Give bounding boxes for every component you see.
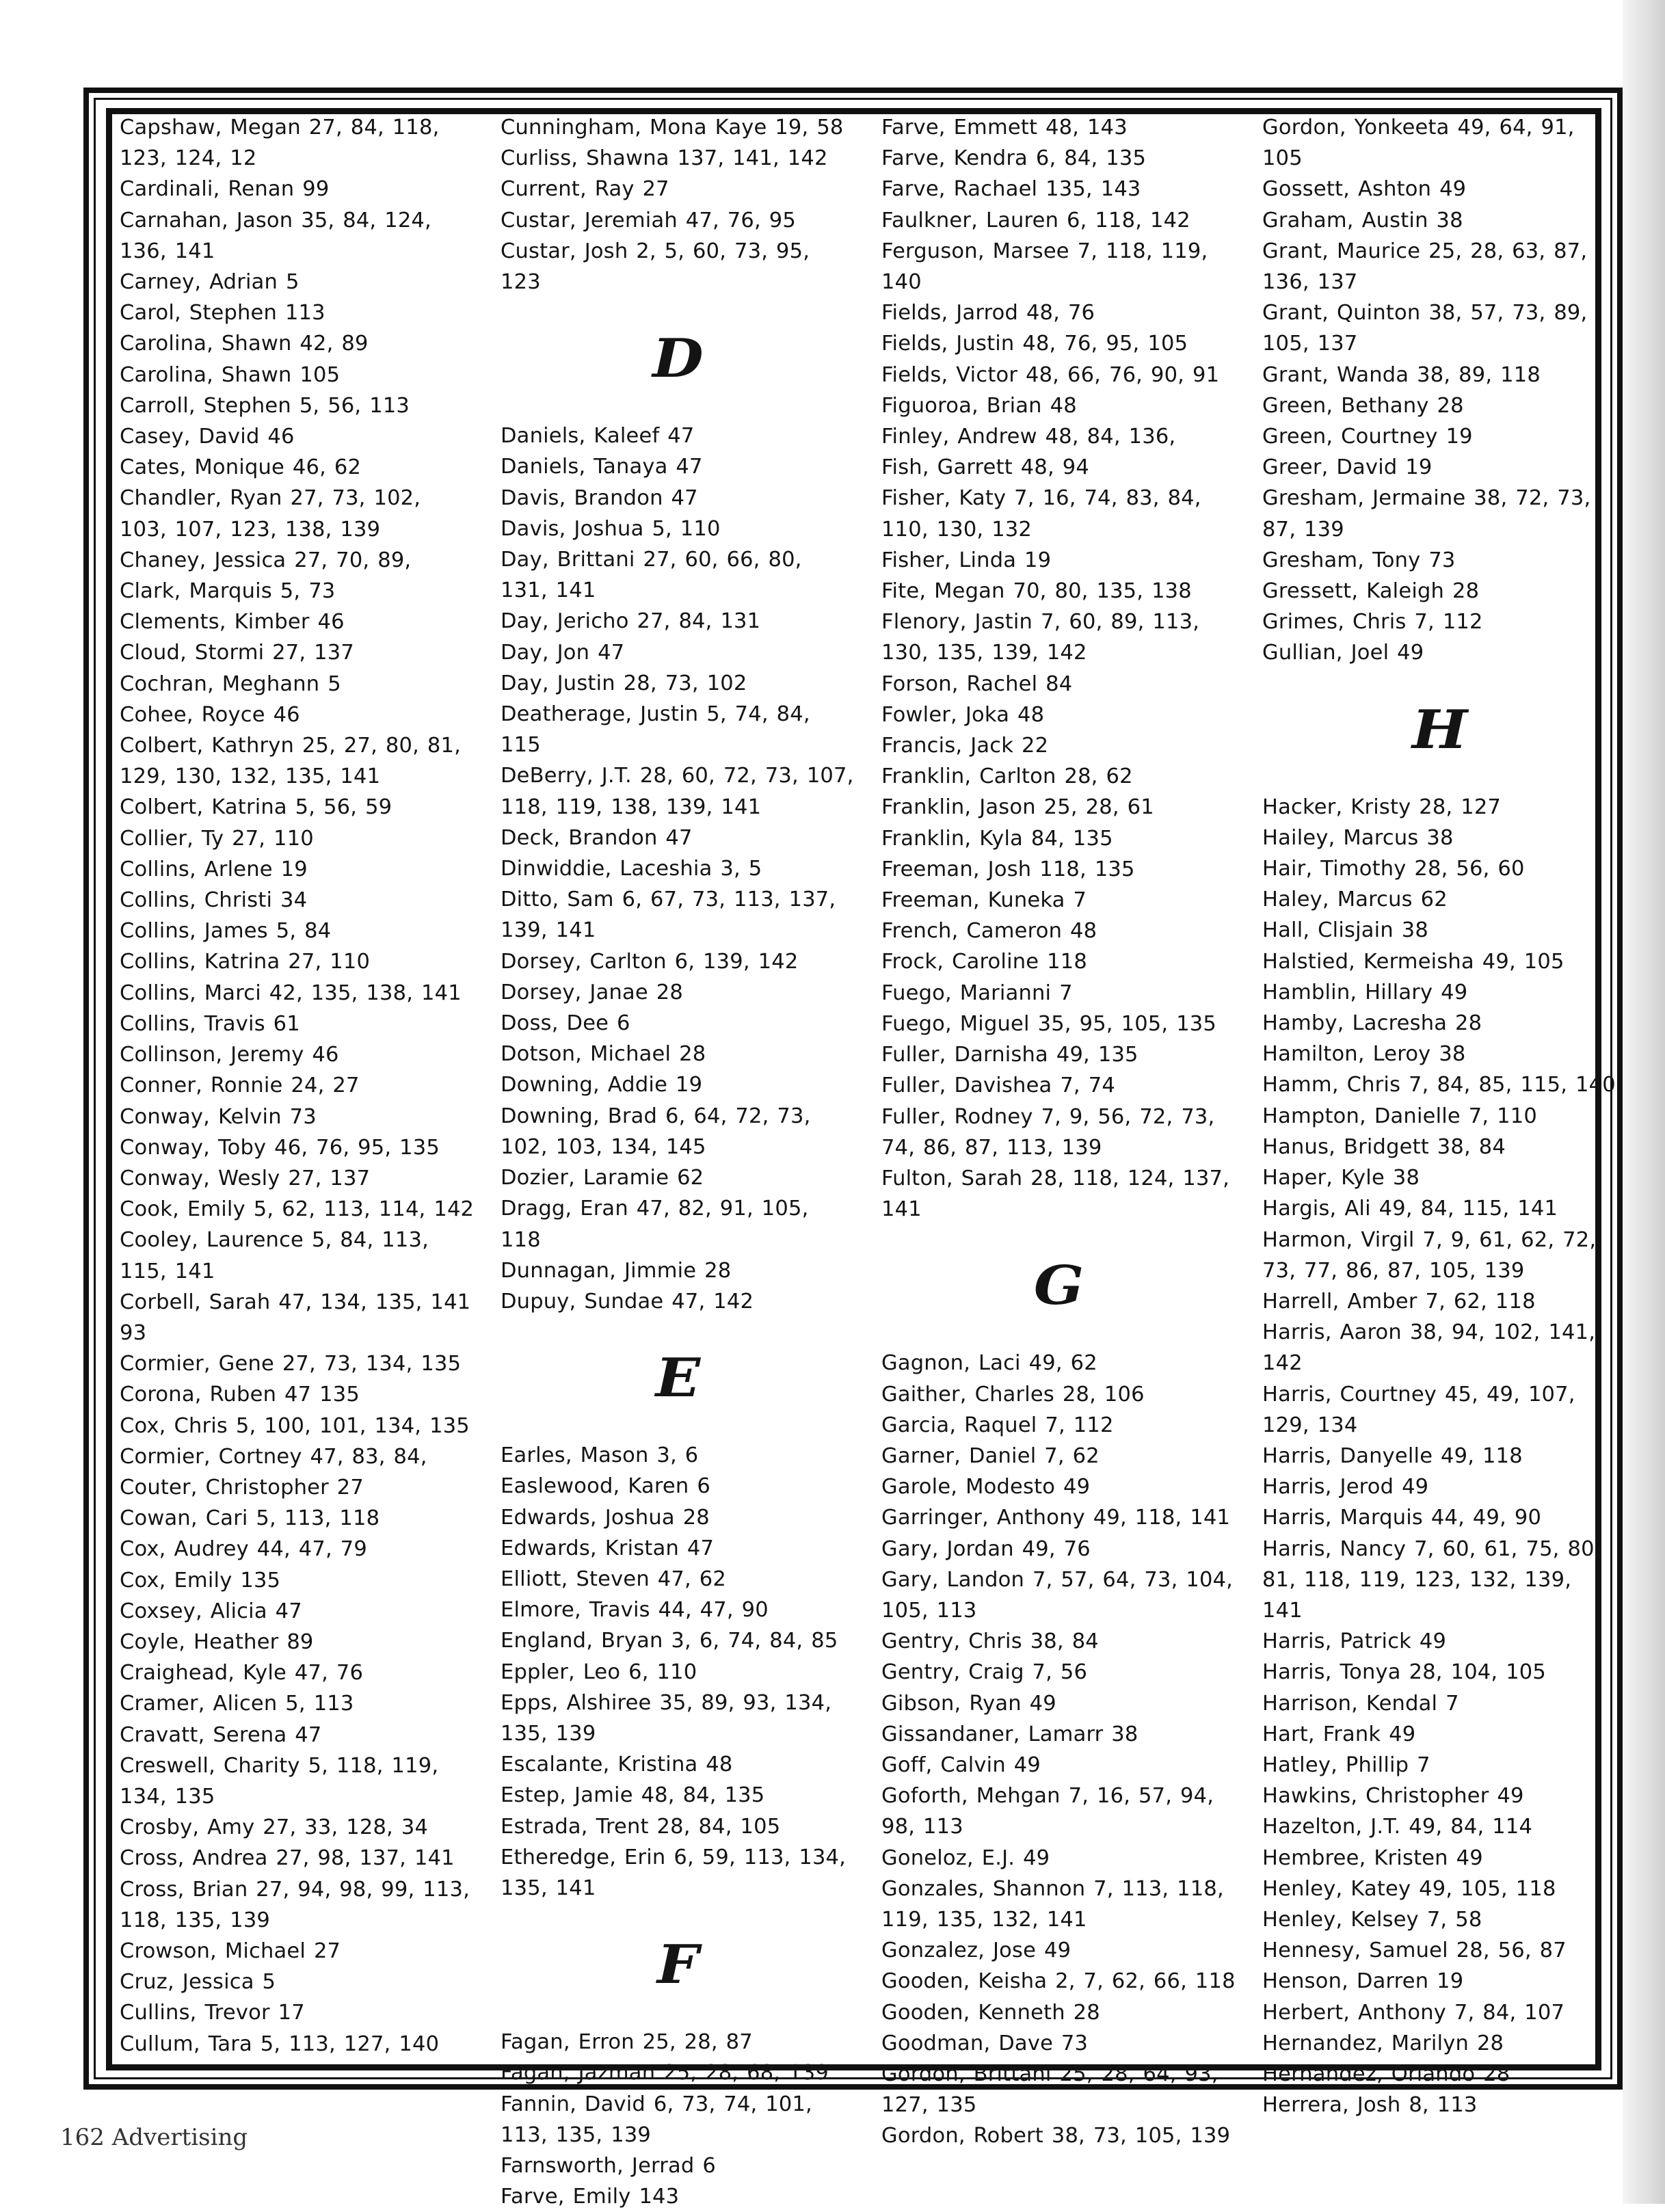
index-entry: Fuego, Miguel 35, 95, 105, 135 — [881, 1011, 1217, 1036]
index-entry: Collier, Ty 27, 110 — [120, 826, 314, 851]
index-entry: Fisher, Katy 7, 16, 74, 83, 84, 110, 130, 132 — [881, 486, 1201, 542]
index-entry: Dunnagan, Jimmie 28 — [501, 1258, 732, 1283]
index-entry: Fagan, Erron 25, 28, 87 — [501, 2030, 753, 2055]
index-entry: Coxsey, Alicia 47 — [120, 1599, 302, 1623]
index-entry: Hamilton, Leroy 38 — [1262, 1042, 1466, 1067]
index-entry: Herbert, Anthony 7, 84, 107 — [1262, 2000, 1565, 2025]
index-entry: Cox, Emily 135 — [120, 1568, 281, 1593]
index-entry: Carolina, Shawn 42, 89 — [120, 332, 369, 356]
index-entry: Goodman, Dave 73 — [881, 2031, 1089, 2055]
section-letter-heading: D — [652, 328, 704, 390]
index-entry: Farnsworth, Jerrad 6 — [501, 2153, 716, 2178]
index-entry: Gullian, Joel 49 — [1262, 641, 1424, 665]
index-entry: Carney, Adrian 5 — [120, 270, 299, 295]
index-entry: Greer, David 19 — [1262, 455, 1433, 480]
index-entry: Day, Jon 47 — [501, 640, 625, 665]
index-entry: Cravatt, Serena 47 — [120, 1722, 322, 1747]
index-entry: Garringer, Anthony 49, 118, 141 — [881, 1506, 1231, 1530]
index-entry: Cross, Brian 27, 94, 98, 99, 113, 118, 135, 139 — [120, 1877, 470, 1932]
index-entry: Collins, Katrina 27, 110 — [120, 950, 371, 974]
index-entry: Elliott, Steven 47, 62 — [501, 1567, 726, 1591]
index-entry: Ditto, Sam 6, 67, 73, 113, 137, 139, 141 — [501, 888, 836, 943]
index-entry: Fish, Garrett 48, 94 — [881, 455, 1089, 480]
index-entry: Hernandez, Orlando 28 — [1262, 2062, 1510, 2086]
index-entry: Hamm, Chris 7, 84, 85, 115, 140 — [1262, 1073, 1616, 1097]
index-entry: Cormier, Gene 27, 73, 134, 135 — [120, 1352, 462, 1376]
index-entry: Farve, Rachael 135, 143 — [881, 177, 1141, 202]
section-letter-heading: G — [1033, 1255, 1084, 1318]
page-footer — [60, 2124, 248, 2151]
index-entry: Gresham, Jermaine 38, 72, 73, 87, 139 — [1262, 486, 1591, 542]
index-entry: Fuller, Darnisha 49, 135 — [881, 1043, 1138, 1067]
index-entry: Harris, Danyelle 49, 118 — [1262, 1443, 1523, 1468]
index-entry: Hawkins, Christopher 49 — [1262, 1784, 1524, 1809]
index-entry: Corona, Ruben 47 135 — [120, 1383, 360, 1407]
index-entry: Colbert, Katrina 5, 56, 59 — [120, 795, 392, 820]
index-entry: Edwards, Kristan 47 — [501, 1536, 715, 1560]
index-entry: Doss, Dee 6 — [501, 1011, 630, 1036]
index-entry: Frock, Caroline 118 — [881, 950, 1087, 974]
index-entry: Cullins, Trevor 17 — [120, 2001, 305, 2025]
index-entry: Faulkner, Lauren 6, 118, 142 — [881, 208, 1190, 232]
index-entry: Gentry, Chris 38, 84 — [881, 1629, 1099, 1654]
index-entry: Gary, Landon 7, 57, 64, 73, 104, 105, 113 — [881, 1567, 1234, 1623]
index-entry: Farve, Emily 143 — [501, 2185, 680, 2209]
index-entry: Cox, Chris 5, 100, 101, 134, 135 — [120, 1413, 470, 1438]
index-entry: Gordon, Yonkeeta 49, 64, 91, 105 — [1262, 116, 1575, 171]
index-entry: Dinwiddie, Laceshia 3, 5 — [501, 857, 762, 881]
index-entry: Forson, Rachel 84 — [881, 671, 1073, 696]
index-entry: Goneloz, E.J. 49 — [881, 1845, 1050, 1870]
index-entry: Fisher, Linda 19 — [881, 548, 1052, 572]
index-entry: Gagnon, Laci 49, 62 — [881, 1351, 1097, 1376]
index-entry: Day, Jericho 27, 84, 131 — [501, 609, 761, 634]
index-entry: Day, Brittani 27, 60, 66, 80, 131, 141 — [501, 548, 802, 603]
index-entry: Chaney, Jessica 27, 70, 89, — [120, 548, 412, 572]
index-entry: Colbert, Kathryn 25, 27, 80, 81, 129, 130, 132, 135, 141 — [120, 734, 462, 789]
index-entry: Ferguson, Marsee 7, 118, 119, 140 — [881, 239, 1208, 295]
index-entry: Hamblin, Hillary 49 — [1262, 980, 1468, 1004]
index-entry: Harrell, Amber 7, 62, 118 — [1262, 1289, 1536, 1314]
index-entry: Cardinali, Renan 99 — [120, 177, 330, 202]
index-entry: Franklin, Kyla 84, 135 — [881, 826, 1113, 851]
section-letter-heading: H — [1411, 698, 1468, 761]
index-entry: Deatherage, Justin 5, 74, 84, 115 — [501, 702, 810, 758]
index-entry: Franklin, Carlton 28, 62 — [881, 764, 1133, 789]
index-entry: Francis, Jack 22 — [881, 734, 1049, 758]
index-entry: Estep, Jamie 48, 84, 135 — [501, 1783, 765, 1808]
index-entry: Corbell, Sarah 47, 134, 135, 141 93 — [120, 1290, 471, 1345]
index-entry: Downing, Brad 6, 64, 72, 73, 102, 103, 134, 145 — [501, 1104, 811, 1159]
index-entry: Fuller, Davishea 7, 74 — [881, 1074, 1115, 1098]
index-entry: Deck, Brandon 47 — [501, 825, 693, 850]
index-entry: Halstied, Kermeisha 49, 105 — [1262, 949, 1564, 974]
index-entry: Dupuy, Sundae 47, 142 — [501, 1289, 754, 1314]
index-entry: Fowler, Joka 48 — [881, 702, 1045, 727]
index-entry: Dragg, Eran 47, 82, 91, 105, 118 — [501, 1197, 809, 1252]
index-entry: Garner, Daniel 7, 62 — [881, 1443, 1100, 1468]
index-entry: Davis, Joshua 5, 110 — [501, 516, 721, 541]
index-entry: Eppler, Leo 6, 110 — [501, 1660, 697, 1684]
index-entry: Fulton, Sarah 28, 118, 124, 137, 141 — [881, 1166, 1230, 1222]
index-entry: Hart, Frank 49 — [1262, 1722, 1416, 1746]
index-entry: Conway, Wesly 27, 137 — [120, 1166, 371, 1190]
index-entry: Harris, Jerod 49 — [1262, 1475, 1429, 1500]
index-entry: Hembree, Kristen 49 — [1262, 1845, 1483, 1870]
index-entry: Cramer, Alicen 5, 113 — [120, 1692, 354, 1716]
index-entry: Collins, Travis 61 — [120, 1011, 300, 1036]
index-entry: Haper, Kyle 38 — [1262, 1166, 1420, 1190]
index-entry: Carnahan, Jason 35, 84, 124, 136, 141 — [120, 208, 431, 263]
index-entry: Fuego, Marianni 7 — [881, 981, 1073, 1005]
index-entry: Hampton, Danielle 7, 110 — [1262, 1104, 1537, 1128]
index-entry: Collins, James 5, 84 — [120, 919, 332, 944]
index-entry: Graham, Austin 38 — [1262, 208, 1463, 232]
index-entry: Capshaw, Megan 27, 84, 118, 123, 124, 12 — [120, 116, 440, 171]
index-entry: Hazelton, J.T. 49, 84, 114 — [1262, 1815, 1533, 1839]
index-entry: Goforth, Mehgan 7, 16, 57, 94, 98, 113 — [881, 1784, 1214, 1839]
index-entry: Gooden, Kenneth 28 — [881, 2000, 1100, 2025]
index-entry: Garole, Modesto 49 — [881, 1475, 1091, 1500]
index-entry: Estrada, Trent 28, 84, 105 — [501, 1814, 781, 1839]
index-entry: Gordon, Robert 38, 73, 105, 139 — [881, 2124, 1231, 2148]
index-entry: Hennesy, Samuel 28, 56, 87 — [1262, 1938, 1567, 1963]
index-entry: Farve, Emmett 48, 143 — [881, 116, 1128, 139]
index-entry: Cowan, Cari 5, 113, 118 — [120, 1506, 380, 1531]
index-entry: Hanus, Bridgett 38, 84 — [1262, 1134, 1506, 1159]
index-entry: Gresham, Tony 73 — [1262, 548, 1456, 572]
index-entry: Couter, Christopher 27 — [120, 1475, 364, 1500]
index-entry: Custar, Josh 2, 5, 60, 73, 95, 123 — [501, 239, 810, 295]
index-entry: Gressett, Kaleigh 28 — [1262, 579, 1480, 604]
index-entry: Etheredge, Erin 6, 59, 113, 134, 135, 141 — [501, 1845, 847, 1900]
index-entry: Carol, Stephen 113 — [120, 301, 325, 325]
index-entry: Chandler, Ryan 27, 73, 102, 103, 107, 123, 138, 139 — [120, 486, 421, 542]
index-entry: Day, Justin 28, 73, 102 — [501, 671, 747, 695]
index-entry: Earles, Mason 3, 6 — [501, 1443, 699, 1468]
index-entry: Dotson, Michael 28 — [501, 1042, 706, 1067]
index-entry: Green, Bethany 28 — [1262, 393, 1464, 418]
index-entry: Fagan, Jazman 25, 28, 68, 139 — [501, 2061, 829, 2086]
index-entry: Cloud, Stormi 27, 137 — [120, 641, 354, 665]
index-entry: Goff, Calvin 49 — [881, 1753, 1041, 1777]
index-entry: Daniels, Tanaya 47 — [501, 455, 703, 479]
index-entry: Casey, David 46 — [120, 425, 295, 449]
index-entry: Coyle, Heather 89 — [120, 1629, 314, 1654]
index-entry: Carroll, Stephen 5, 56, 113 — [120, 393, 410, 418]
index-entry: Fannin, David 6, 73, 74, 101, 113, 135, 139 — [501, 2092, 812, 2147]
index-entry: Dorsey, Carlton 6, 139, 142 — [501, 949, 799, 974]
index-entry: Current, Ray 27 — [501, 177, 669, 202]
index-entry: Custar, Jeremiah 47, 76, 95 — [501, 208, 797, 232]
index-entry: Farve, Kendra 6, 84, 135 — [881, 146, 1147, 171]
index-entry: Hatley, Phillip 7 — [1262, 1753, 1430, 1777]
index-entry: Elmore, Travis 44, 47, 90 — [501, 1598, 769, 1623]
index-entry: Gentry, Craig 7, 56 — [881, 1660, 1088, 1685]
index-entry: Crowson, Michael 27 — [120, 1938, 341, 1963]
index-entry: Cates, Monique 46, 62 — [120, 455, 362, 480]
index-entry: Garcia, Raquel 7, 112 — [881, 1413, 1114, 1437]
index-entry: Gonzales, Shannon 7, 113, 118, 119, 135, 132, 141 — [881, 1876, 1224, 1932]
index-entry: Cook, Emily 5, 62, 113, 114, 142 — [120, 1197, 475, 1222]
index-entry: Dozier, Laramie 62 — [501, 1166, 704, 1190]
index-entry: Gossett, Ashton 49 — [1262, 177, 1467, 202]
index-entry: Creswell, Charity 5, 118, 119, 134, 135 — [120, 1753, 439, 1809]
index-entry: Fite, Megan 70, 80, 135, 138 — [881, 579, 1192, 604]
index-column-2 — [501, 112, 869, 2209]
index-entry: Finley, Andrew 48, 84, 136, — [881, 425, 1176, 449]
index-entry: Hall, Clisjain 38 — [1262, 918, 1428, 943]
index-entry: Figuoroa, Brian 48 — [881, 393, 1077, 418]
index-entry: Gordon, Brittani 25, 28, 64, 93, 127, 135 — [881, 2062, 1218, 2118]
index-entry: Cohee, Royce 46 — [120, 702, 300, 727]
index-entry: Craighead, Kyle 47, 76 — [120, 1661, 364, 1685]
index-column-3 — [881, 112, 1250, 2148]
index-entry: DeBerry, J.T. 28, 60, 72, 73, 107, 118, 119, 138, 139, 141 — [501, 764, 854, 819]
index-entry: Collins, Arlene 19 — [120, 857, 308, 881]
index-entry: Grant, Quinton 38, 57, 73, 89, 105, 137 — [1262, 301, 1588, 356]
index-entry: Cunningham, Mona Kaye 19, 58 — [501, 116, 844, 139]
index-entry: Hailey, Marcus 38 — [1262, 825, 1454, 850]
index-entry: Fields, Jarrod 48, 76 — [881, 301, 1095, 325]
index-entry: Cormier, Cortney 47, 83, 84, — [120, 1444, 427, 1469]
index-entry: Harris, Aaron 38, 94, 102, 141, 142 — [1262, 1320, 1596, 1376]
index-entry: Harris, Patrick 49 — [1262, 1629, 1447, 1654]
index-entry: Fields, Justin 48, 76, 95, 105 — [881, 332, 1188, 356]
index-entry: Epps, Alshiree 35, 89, 93, 134, 135, 139 — [501, 1690, 832, 1746]
section-name: Advertising — [111, 2124, 248, 2151]
index-entry: Grant, Maurice 25, 28, 63, 87, 136, 137 — [1262, 239, 1588, 295]
index-entry: Hacker, Kristy 28, 127 — [1262, 795, 1502, 819]
index-entry: Green, Courtney 19 — [1262, 425, 1473, 449]
index-entry: Fuller, Rodney 7, 9, 56, 72, 73, 74, 86, 87, 113, 139 — [881, 1104, 1215, 1160]
index-entry: Hernandez, Marilyn 28 — [1262, 2031, 1504, 2055]
index-entry: Collinson, Jeremy 46 — [120, 1043, 339, 1067]
index-entry: Gonzalez, Jose 49 — [881, 1938, 1071, 1963]
index-entry: Conway, Kelvin 73 — [120, 1104, 317, 1129]
index-entry: Henley, Kelsey 7, 58 — [1262, 1907, 1482, 1932]
index-entry: Escalante, Kristina 48 — [501, 1753, 733, 1777]
index-entry: Gaither, Charles 28, 106 — [881, 1382, 1145, 1407]
index-entry: Herrera, Josh 8, 113 — [1262, 2093, 1478, 2118]
index-column-4 — [1262, 112, 1631, 2118]
index-entry: Conner, Ronnie 24, 27 — [120, 1074, 360, 1098]
index-entry: Dorsey, Janae 28 — [501, 980, 683, 1004]
index-entry: Henson, Darren 19 — [1262, 1969, 1464, 1994]
index-entry: Freeman, Kuneka 7 — [881, 888, 1087, 913]
index-entry: Haley, Marcus 62 — [1262, 888, 1448, 912]
index-entry: Crosby, Amy 27, 33, 128, 34 — [120, 1815, 429, 1840]
index-entry: Gary, Jordan 49, 76 — [881, 1536, 1091, 1561]
index-entry: England, Bryan 3, 6, 74, 84, 85 — [501, 1629, 838, 1653]
index-entry: Franklin, Jason 25, 28, 61 — [881, 795, 1154, 820]
index-entry: Collins, Marci 42, 135, 138, 141 — [120, 981, 462, 1005]
index-entry: Grant, Wanda 38, 89, 118 — [1262, 362, 1541, 387]
index-entry: Gooden, Keisha 2, 7, 62, 66, 118 — [881, 1969, 1236, 1994]
index-entry: Gissandaner, Lamarr 38 — [881, 1722, 1138, 1746]
index-entry: Davis, Brandon 47 — [501, 485, 698, 510]
index-entry: Daniels, Kaleef 47 — [501, 424, 695, 449]
index-entry: Cullum, Tara 5, 113, 127, 140 — [120, 2031, 440, 2056]
index-entry: Harmon, Virgil 7, 9, 61, 62, 72, 73, 77, 86, 87, 105, 139 — [1262, 1227, 1597, 1283]
index-entry: Hamby, Lacresha 28 — [1262, 1011, 1482, 1036]
index-entry: Harris, Courtney 45, 49, 107, 129, 134 — [1262, 1382, 1575, 1437]
index-entry: Hair, Timothy 28, 56, 60 — [1262, 857, 1525, 881]
index-entry: Easlewood, Karen 6 — [501, 1474, 710, 1499]
index-entry: Fields, Victor 48, 66, 76, 90, 91 — [881, 362, 1220, 387]
index-entry: Cox, Audrey 44, 47, 79 — [120, 1537, 368, 1562]
index-entry: French, Cameron 48 — [881, 919, 1097, 944]
index-column-1 — [120, 112, 488, 2068]
index-entry: Harris, Marquis 44, 49, 90 — [1262, 1506, 1542, 1530]
index-entry: Carolina, Shawn 105 — [120, 362, 341, 387]
index-entry: Curliss, Shawna 137, 141, 142 — [501, 146, 828, 171]
index-entry: Freeman, Josh 118, 135 — [881, 857, 1135, 881]
index-entry: Clark, Marquis 5, 73 — [120, 579, 336, 604]
page-number: 162 — [60, 2124, 105, 2151]
index-entry: Edwards, Joshua 28 — [501, 1505, 710, 1530]
index-entry: Gibson, Ryan 49 — [881, 1691, 1056, 1716]
index-entry: Grimes, Chris 7, 112 — [1262, 610, 1483, 635]
section-letter-heading: E — [655, 1347, 701, 1410]
index-entry: Hargis, Ali 49, 84, 115, 141 — [1262, 1197, 1558, 1221]
index-entry: Harris, Nancy 7, 60, 61, 75, 80, 81, 118, 119, 123, 132, 139, 141 — [1262, 1536, 1601, 1623]
index-entry: Cooley, Laurence 5, 84, 113, 115, 141 — [120, 1228, 429, 1283]
index-entry: Henley, Katey 49, 105, 118 — [1262, 1876, 1556, 1901]
index-entry: Cruz, Jessica 5 — [120, 1970, 276, 1995]
index-entry: Collins, Christi 34 — [120, 888, 308, 913]
index-entry: Clements, Kimber 46 — [120, 610, 345, 635]
index-entry: Harris, Tonya 28, 104, 105 — [1262, 1660, 1547, 1685]
section-letter-heading: F — [657, 1934, 699, 1997]
index-entry: Cross, Andrea 27, 98, 137, 141 — [120, 1846, 455, 1871]
index-entry: Flenory, Jastin 7, 60, 89, 113, 130, 135, 139, 142 — [881, 610, 1200, 665]
index-entry: Conway, Toby 46, 76, 95, 135 — [120, 1135, 440, 1160]
index-entry: Harrison, Kendal 7 — [1262, 1691, 1459, 1716]
index-entry: Cochran, Meghann 5 — [120, 671, 341, 696]
index-entry: Downing, Addie 19 — [501, 1073, 703, 1097]
